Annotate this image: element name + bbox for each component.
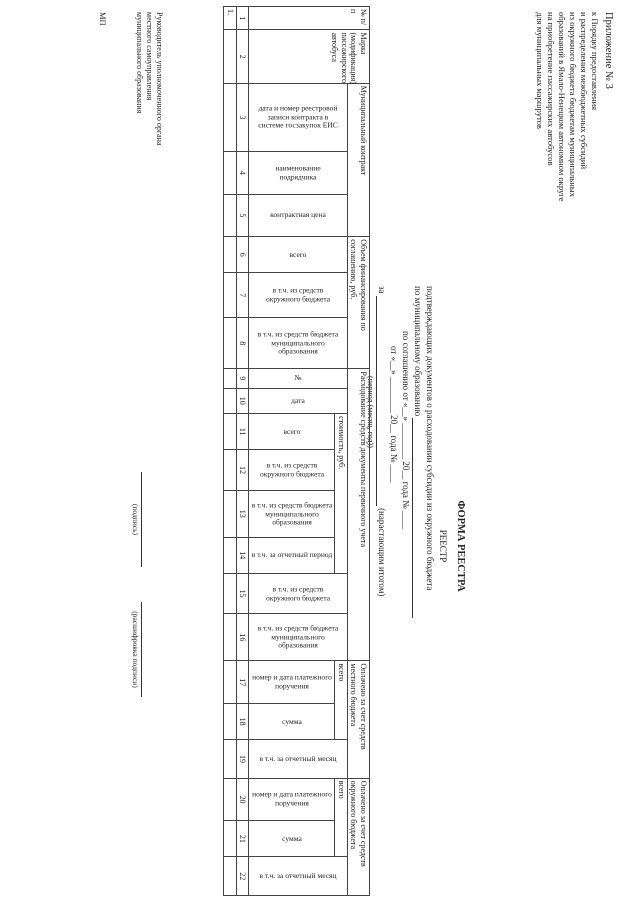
header-doc-number: №: [249, 369, 348, 388]
header-doc-municipal: в т.ч. из средств бюджета муниципального образования: [249, 614, 348, 661]
rotated-sheet: [96, 6, 616, 896]
header-finance-municipal: в т.ч. из средств бюджета муниципального образования: [249, 318, 348, 369]
appendix-line: образований в Ямало-Ненецком автономном округе: [557, 12, 567, 202]
period-line: [376, 286, 388, 806]
table-row: [224, 7, 237, 896]
column-number: 22: [237, 857, 250, 896]
appendix-line: из окружного бюджета бюджетам муниципальных: [568, 12, 578, 197]
form-heading: ФОРМА РЕЕСТРА: [455, 500, 466, 592]
period-za: за: [377, 286, 387, 294]
manager-title: [134, 12, 164, 202]
header-contract-price: контрактная цена: [249, 194, 348, 237]
header-finance-regional: в т.ч. из средств окружного бюджета: [249, 273, 348, 318]
signature-caption: (подпись): [131, 503, 140, 536]
column-number: 11: [237, 414, 250, 450]
column-number: 19: [237, 740, 250, 778]
manager-line: местного самоуправления: [145, 12, 154, 101]
header-local-paydoc: номер и дата платежного поручения: [249, 661, 335, 704]
header-regional-period: в т.ч. за отчетный месяц: [249, 857, 348, 896]
column-number: 16: [237, 614, 250, 661]
header-local-period: в т.ч. за отчетный месяц: [249, 740, 348, 778]
registry-municipality: [412, 286, 424, 806]
column-number: 13: [237, 490, 250, 537]
header-cost-regional: в т.ч. из средств окружного бюджета: [249, 450, 335, 490]
header-regional-total: всего: [335, 778, 348, 857]
column-number: 9: [237, 369, 250, 388]
signature-decode-caption: (расшифровка подписи): [131, 611, 140, 688]
registry-table: [224, 6, 371, 896]
header-doc-date: дата: [249, 388, 348, 414]
appendix-line: на приобретение пассажирских автобусов: [546, 12, 556, 166]
period-accumulated: (нарастающим итогом): [377, 508, 387, 597]
column-number: 2: [237, 30, 250, 83]
header-finance: Объем финансирования по соглашению, руб.: [348, 237, 370, 369]
municipality-label: по муниципальному образованию: [413, 286, 423, 417]
column-number: 12: [237, 450, 250, 490]
header-finance-total: всего: [249, 237, 348, 273]
agreement-line-2: от «__» ________ 20__ года № ____: [389, 346, 399, 483]
column-numbers-row: [237, 7, 250, 896]
appendix-line: для муниципальных маршрутов: [535, 12, 545, 129]
header-cost-period: в т.ч. за отчетный период: [249, 537, 335, 573]
column-number: 14: [237, 537, 250, 573]
header-cost-municipal: в т.ч. из средств бюджета муниципального образования: [249, 490, 335, 537]
municipality-blank: [412, 418, 422, 618]
column-number: 17: [237, 661, 250, 704]
column-number: 1: [237, 7, 250, 30]
manager-line: муниципального образования: [135, 12, 144, 114]
header-contract: Муниципальный контракт: [348, 83, 370, 236]
appendix-line: и распределения межбюджетных субсидий: [579, 12, 589, 170]
column-number: 18: [237, 704, 250, 740]
registry-subtitle: подтверждающих документов о расходовании субсидии из окружного бюджета: [425, 286, 435, 591]
header-brand: Марка (модификация) пассажирского автобуса: [249, 30, 370, 83]
appendix-line: к Порядку предоставления: [590, 12, 600, 111]
header-cost-total: всего: [249, 414, 335, 450]
period-blank: [376, 296, 386, 506]
agreement-line-1: по соглашению от «__» ________ 20__ года № ____: [401, 331, 411, 529]
header-local-sum: сумма: [249, 704, 335, 740]
header-documents: Расходование средств документы первичного учета: [348, 369, 370, 661]
registry-title: РЕЕСТР: [438, 529, 448, 563]
row-number: 1.: [224, 7, 237, 30]
header-cost: стоимость, руб.: [335, 414, 348, 574]
header-doc-regional: в т.ч. из средств окружного бюджета: [249, 573, 348, 613]
signature-decode-field: [130, 602, 142, 697]
period-caption: (период (месяц, год)): [366, 376, 375, 448]
column-number: 10: [237, 388, 250, 414]
header-contractor: наименование подрядчика: [249, 151, 348, 194]
appendix-title: Приложение № 3: [603, 12, 614, 89]
header-regional-budget: Оплачено за счет средств окружного бюджета: [348, 778, 370, 895]
seal-place: МП: [98, 12, 108, 26]
column-number: 5: [237, 194, 250, 237]
column-number: 7: [237, 273, 250, 318]
column-number: 21: [237, 821, 250, 857]
appendix-block: [464, 12, 614, 202]
header-regional-paydoc: номер и дата платежного поручения: [249, 778, 335, 821]
column-number: 20: [237, 778, 250, 821]
signature-field: [130, 472, 142, 567]
manager-line: Руководитель уполномоченного органа: [155, 12, 164, 146]
column-number: 4: [237, 151, 250, 194]
header-num: № п/п: [249, 7, 370, 30]
header-local-budget: Оплачено за счет средств местного бюджета: [348, 661, 370, 778]
header-regional-sum: сумма: [249, 821, 335, 857]
column-number: 15: [237, 573, 250, 613]
form-title-block: [364, 286, 466, 806]
header-contract-registry: дата и номер реестровой записи контракта в системе госзакупок ЕИС: [249, 83, 348, 151]
column-number: 6: [237, 237, 250, 273]
header-row-2: [335, 7, 348, 896]
column-number: 8: [237, 318, 250, 369]
header-row-1: [348, 7, 370, 896]
column-number: 3: [237, 83, 250, 151]
header-local-total: всего: [335, 661, 348, 740]
